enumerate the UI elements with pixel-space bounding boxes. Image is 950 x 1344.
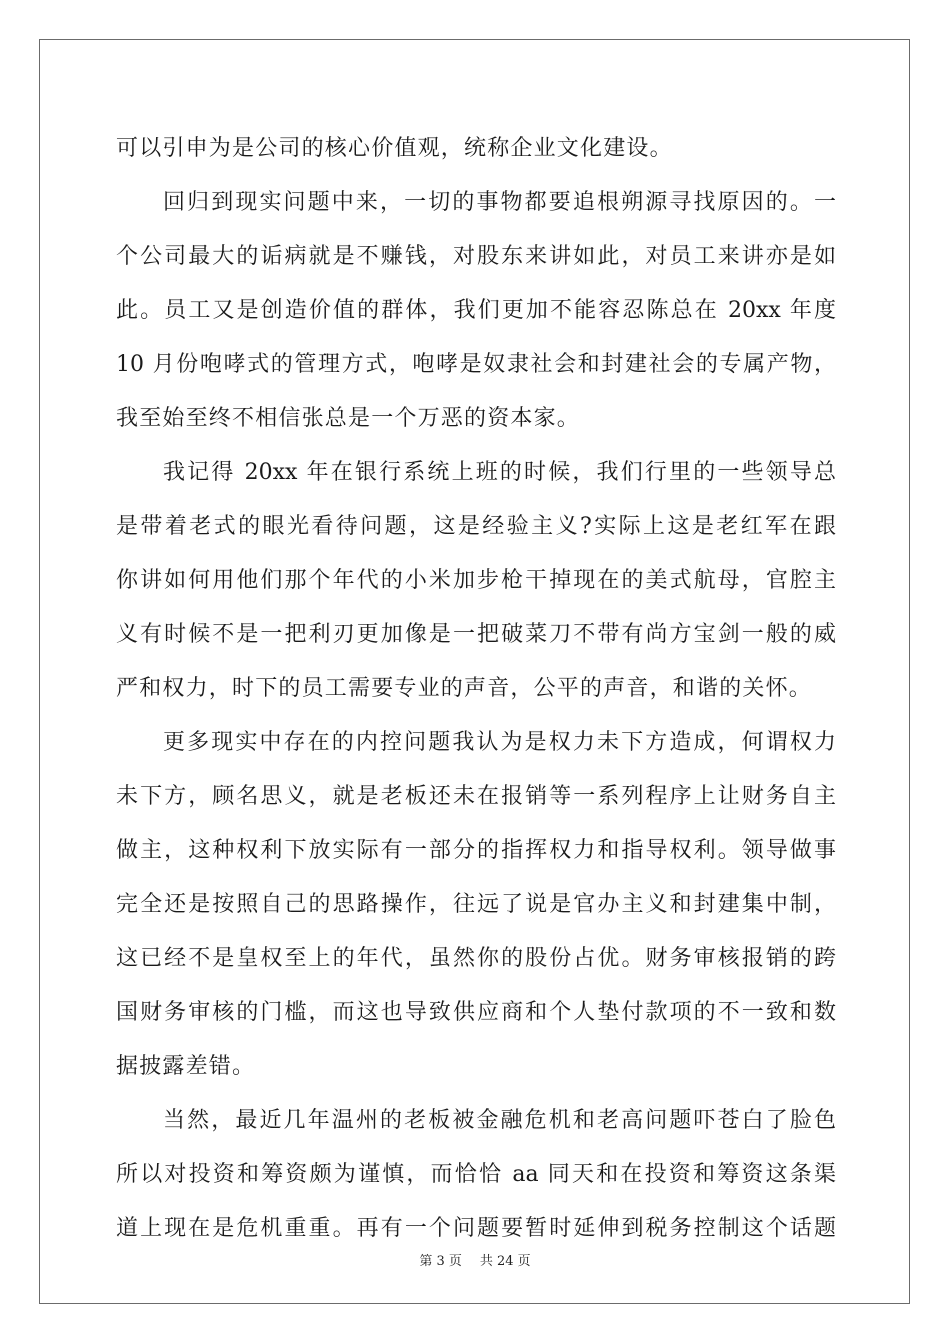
text-line: 是带着老式的眼光看待问题，这是经验主义?实际上这是老红军在跟	[116, 514, 836, 539]
page-footer	[0, 1250, 950, 1269]
text-line: 据披露差错。	[116, 1054, 256, 1079]
text-line: 做主，这种权利下放实际有一部分的指挥权力和指导权利。领导做事	[116, 838, 836, 863]
text-line: 可以引申为是公司的核心价值观，统称企业文化建设。	[116, 136, 673, 161]
text-line: 国财务审核的门槛，而这也导致供应商和个人垫付款项的不一致和数	[116, 1000, 836, 1025]
page-number: 第 3 页	[419, 1254, 462, 1269]
paragraph-first-line: 当然，最近几年温州的老板被金融危机和老高问题吓苍白了脸色	[163, 1108, 836, 1133]
page-total: 共 24 页	[479, 1254, 531, 1269]
paragraph-first-line: 我记得 20xx 年在银行系统上班的时候，我们行里的一些领导总	[163, 460, 836, 485]
text-line: 义有时候不是一把利刃更加像是一把破菜刀不带有尚方宝剑一般的威	[116, 622, 836, 647]
paragraph-first-line: 更多现实中存在的内控问题我认为是权力未下方造成，何谓权力	[163, 730, 836, 755]
text-line: 此。员工又是创造价值的群体，我们更加不能容忍陈总在 20xx 年度	[116, 298, 836, 323]
text-line: 未下方，顾名思义，就是老板还未在报销等一系列程序上让财务自主	[116, 784, 836, 809]
text-line: 道上现在是危机重重。再有一个问题要暂时延伸到税务控制这个话题	[116, 1216, 836, 1241]
text-line: 完全还是按照自己的思路操作，往远了说是官办主义和封建集中制，	[116, 892, 836, 917]
text-line: 严和权力，时下的员工需要专业的声音，公平的声音，和谐的关怀。	[116, 676, 813, 701]
text-line: 我至始至终不相信张总是一个万恶的资本家。	[116, 406, 581, 431]
text-line: 所以对投资和筹资颇为谨慎，而恰恰 aa 同天和在投资和筹资这条渠	[116, 1162, 836, 1187]
paragraph-first-line: 回归到现实问题中来，一切的事物都要追根朔源寻找原因的。一	[163, 190, 836, 215]
text-line: 你讲如何用他们那个年代的小米加步枪干掉现在的美式航母，官腔主	[116, 568, 836, 593]
text-line: 10 月份咆哮式的管理方式，咆哮是奴隶社会和封建社会的专属产物，	[116, 352, 836, 377]
text-line: 个公司最大的诟病就是不赚钱，对股东来讲如此，对员工来讲亦是如	[116, 244, 836, 269]
text-line: 这已经不是皇权至上的年代，虽然你的股份占优。财务审核报销的跨	[116, 946, 836, 971]
